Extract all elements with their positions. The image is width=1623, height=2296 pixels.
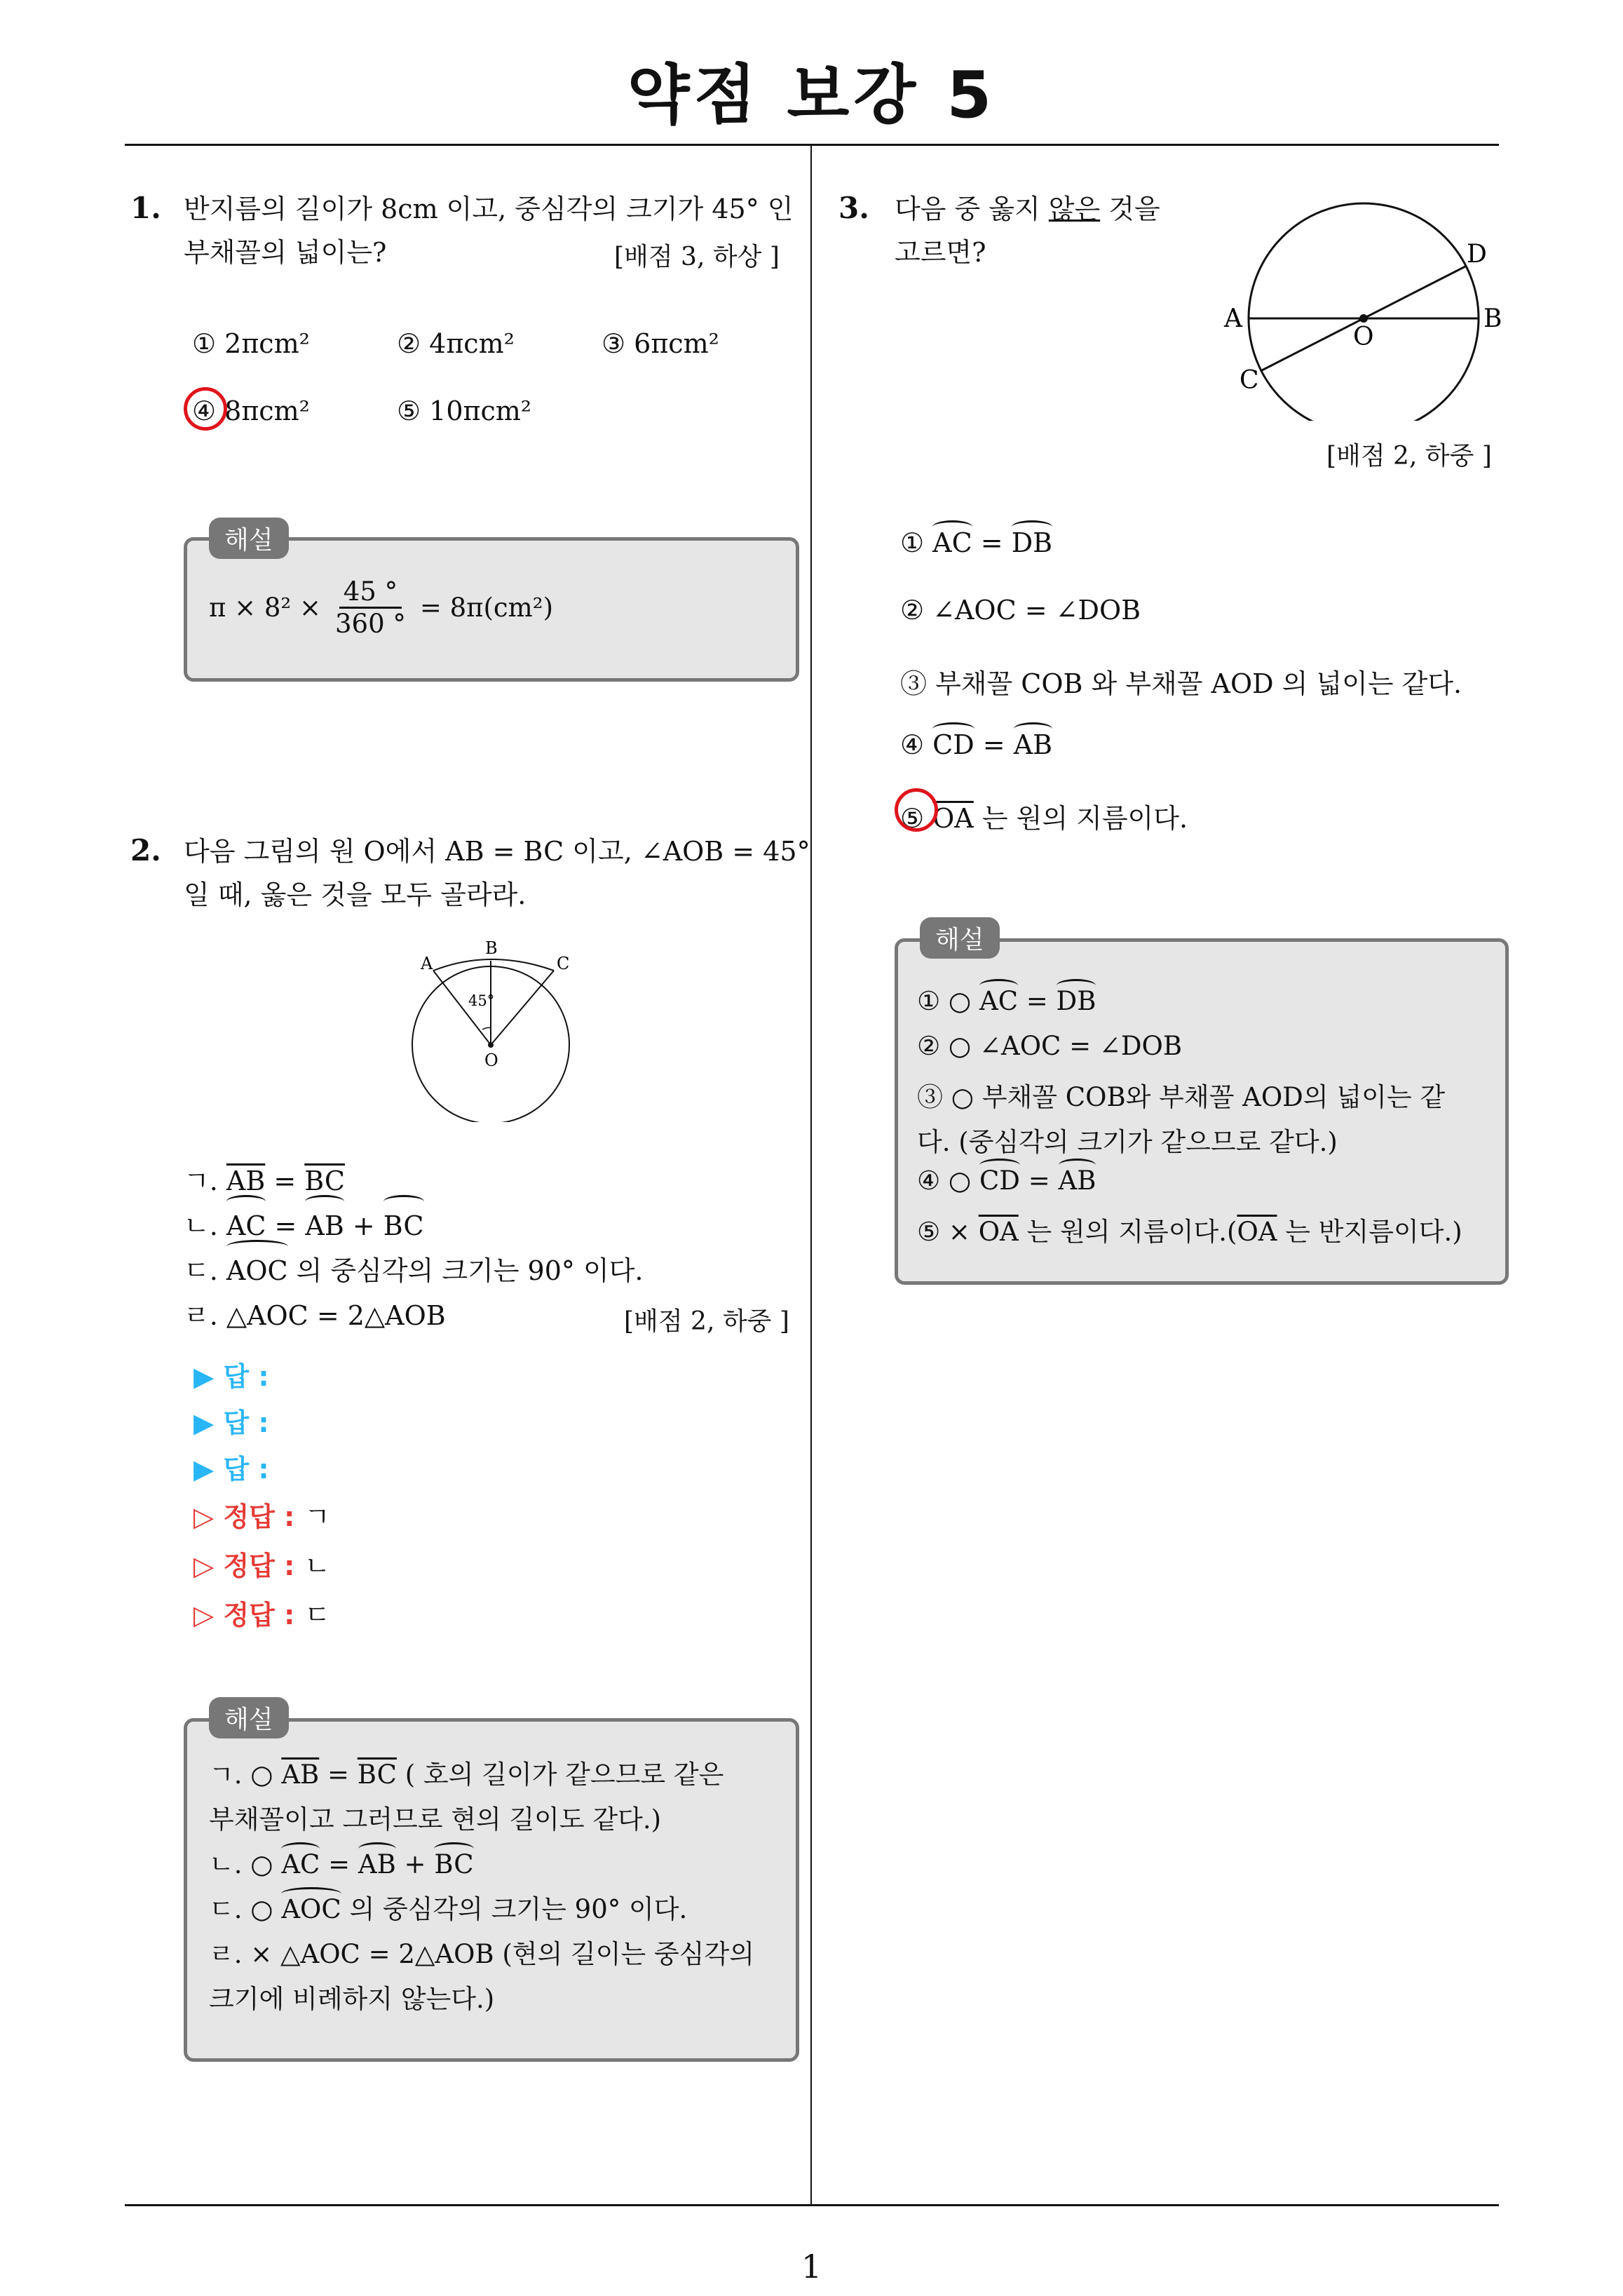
q3-number: 3. <box>838 191 869 225</box>
q2-explanation-line5: ㄹ. × △AOC = 2△AOB (현의 길이는 중심각의 <box>209 1939 755 1969</box>
q3-circle-figure <box>1220 189 1514 421</box>
q3-option-2[interactable]: ② ∠AOC = ∠DOB <box>900 595 1141 626</box>
q1-number: 1. <box>130 191 161 225</box>
q2-number: 2. <box>130 833 161 867</box>
fig3-label-b: B <box>1483 304 1502 333</box>
fig2-angle-label: 45° <box>468 992 495 1009</box>
q1-option-5[interactable]: ⑤ 10πcm² <box>397 396 532 426</box>
q2-score: [배점 2, 하중 ] <box>624 1307 789 1336</box>
q3-option-5[interactable]: ⑤ $\overline{OA}$ 는 원의 지름이다. <box>900 803 1188 834</box>
q3-explanation-line3: ③ ○ 부채꼴 COB와 부채꼴 AOD의 넓이는 같 <box>917 1082 1446 1112</box>
q3-option-4[interactable]: ④ CD = AB <box>900 729 1053 760</box>
column-divider <box>810 146 812 2204</box>
fig3-label-o: O <box>1353 323 1374 351</box>
q1-score: [배점 3, 하상 ] <box>614 243 780 271</box>
page-number: 1 <box>801 2248 822 2285</box>
footer-rule <box>125 2204 1499 2206</box>
q3-explanation-line5: ④ ○ CD = AB <box>917 1166 1096 1196</box>
q3-option-1[interactable]: ① AC = DB <box>900 527 1053 558</box>
q2-choice-1: ㄱ. $\overline{AB} = \overline{BC}$ <box>184 1166 345 1196</box>
q2-explanation-line6: 크기에 비례하지 않는다.) <box>209 1984 495 2014</box>
q2-choice-2: ㄴ. AC = AB + BC <box>184 1202 424 1250</box>
selected-answer-mark <box>184 387 227 431</box>
q2-text-line1: 다음 그림의 원 O에서 AB = BC 이고, ∠AOB = 45° <box>184 836 810 867</box>
q3-explanation-tag: 해설 <box>920 917 1000 959</box>
fig2-label-o: O <box>484 1051 498 1070</box>
formula-pre: π × 8² × <box>209 593 321 623</box>
q3-explanation-line6: ⑤ × $\overline{OA}$ 는 원의 지름이다$.(\overline{OA}$ 는 반지름이다.) <box>917 1217 1462 1247</box>
fig3-label-a: A <box>1224 304 1242 333</box>
page-title: 약점 보강 5 <box>627 58 996 133</box>
q2-explanation-line3: ㄴ. ○ AC = AB + BC <box>209 1849 474 1879</box>
q3-score: [배점 2, 하중 ] <box>1326 442 1492 471</box>
selected-answer-mark <box>895 788 938 832</box>
formula-numerator: 45 ° <box>339 576 402 609</box>
q1-explanation-tag: 해설 <box>209 518 289 559</box>
q1-explanation-formula <box>209 576 553 639</box>
fig2-label-c: C <box>557 954 570 973</box>
q1-text-line1: 반지름의 길이가 8cm 이고, 중심각의 크기가 45° 인 <box>184 194 794 224</box>
q1-option-2[interactable]: ② 4πcm² <box>397 328 515 359</box>
q2-correct-answer-2: ▷ 정답 : ㄴ <box>193 1551 331 1581</box>
q1-option-3[interactable]: ③ 6πcm² <box>602 328 719 359</box>
formula-post: = 8π(cm²) <box>419 593 554 623</box>
fig3-label-c: C <box>1240 366 1259 395</box>
q3-explanation-line1: ① ○ AC = DB <box>917 986 1096 1016</box>
fig2-label-b: B <box>485 938 498 958</box>
q2-explanation-line1: ㄱ. ○ $\overline{AB} = \overline{BC}$ ( 호의 길이가 같으므로 같은 <box>209 1760 724 1790</box>
q3-explanation-line2: ② ○ ∠AOC = ∠DOB <box>917 1031 1183 1061</box>
q1-option-4[interactable]: ④ 8πcm² <box>192 396 310 426</box>
q1-text-line2: 부채꼴의 넓이는? <box>184 237 387 268</box>
fig2-label-a: A <box>421 954 433 973</box>
fig3-label-d: D <box>1467 240 1487 269</box>
q2-correct-answer-3: ▷ 정답 : ㄷ <box>193 1600 331 1630</box>
q3-text-line2: 고르면? <box>895 237 986 268</box>
formula-denominator: 360 ° <box>334 609 406 639</box>
q2-correct-answer-1: ▷ 정답 : ㄱ <box>193 1501 331 1532</box>
q2-circle-figure <box>400 933 589 1122</box>
q2-explanation-line4: ㄷ. ○ AOC 의 중심각의 크기는 90° 이다. <box>209 1894 688 1924</box>
q3-option-3[interactable]: ③ 부채꼴 COB 와 부채꼴 AOD 의 넓이는 같다. <box>900 668 1462 699</box>
q2-explanation-line2: 부채꼴이고 그러므로 현의 길이도 같다.) <box>209 1804 662 1835</box>
q2-text-line2: 일 때, 옳은 것을 모두 골라라. <box>184 879 527 910</box>
q2-choice-4: ㄹ. △AOC = 2△AOB <box>184 1300 446 1331</box>
q3-explanation-line4: 다. (중심각의 크기가 같으므로 같다.) <box>917 1127 1338 1157</box>
q2-choice-3: ㄷ. AOC 의 중심각의 크기는 90° 이다. <box>184 1247 643 1295</box>
q2-explanation-tag: 해설 <box>209 1697 289 1738</box>
q2-answer-blank-1[interactable]: ▶ 답 : <box>193 1361 269 1392</box>
q1-option-1[interactable]: ① 2πcm² <box>192 328 310 359</box>
q3-text-line1: 다음 중 옳지 않은 것을 <box>895 194 1160 224</box>
q2-answer-blank-3[interactable]: ▶ 답 : <box>193 1454 269 1485</box>
header-rule <box>125 144 1499 146</box>
q2-answer-blank-2[interactable]: ▶ 답 : <box>193 1407 269 1438</box>
